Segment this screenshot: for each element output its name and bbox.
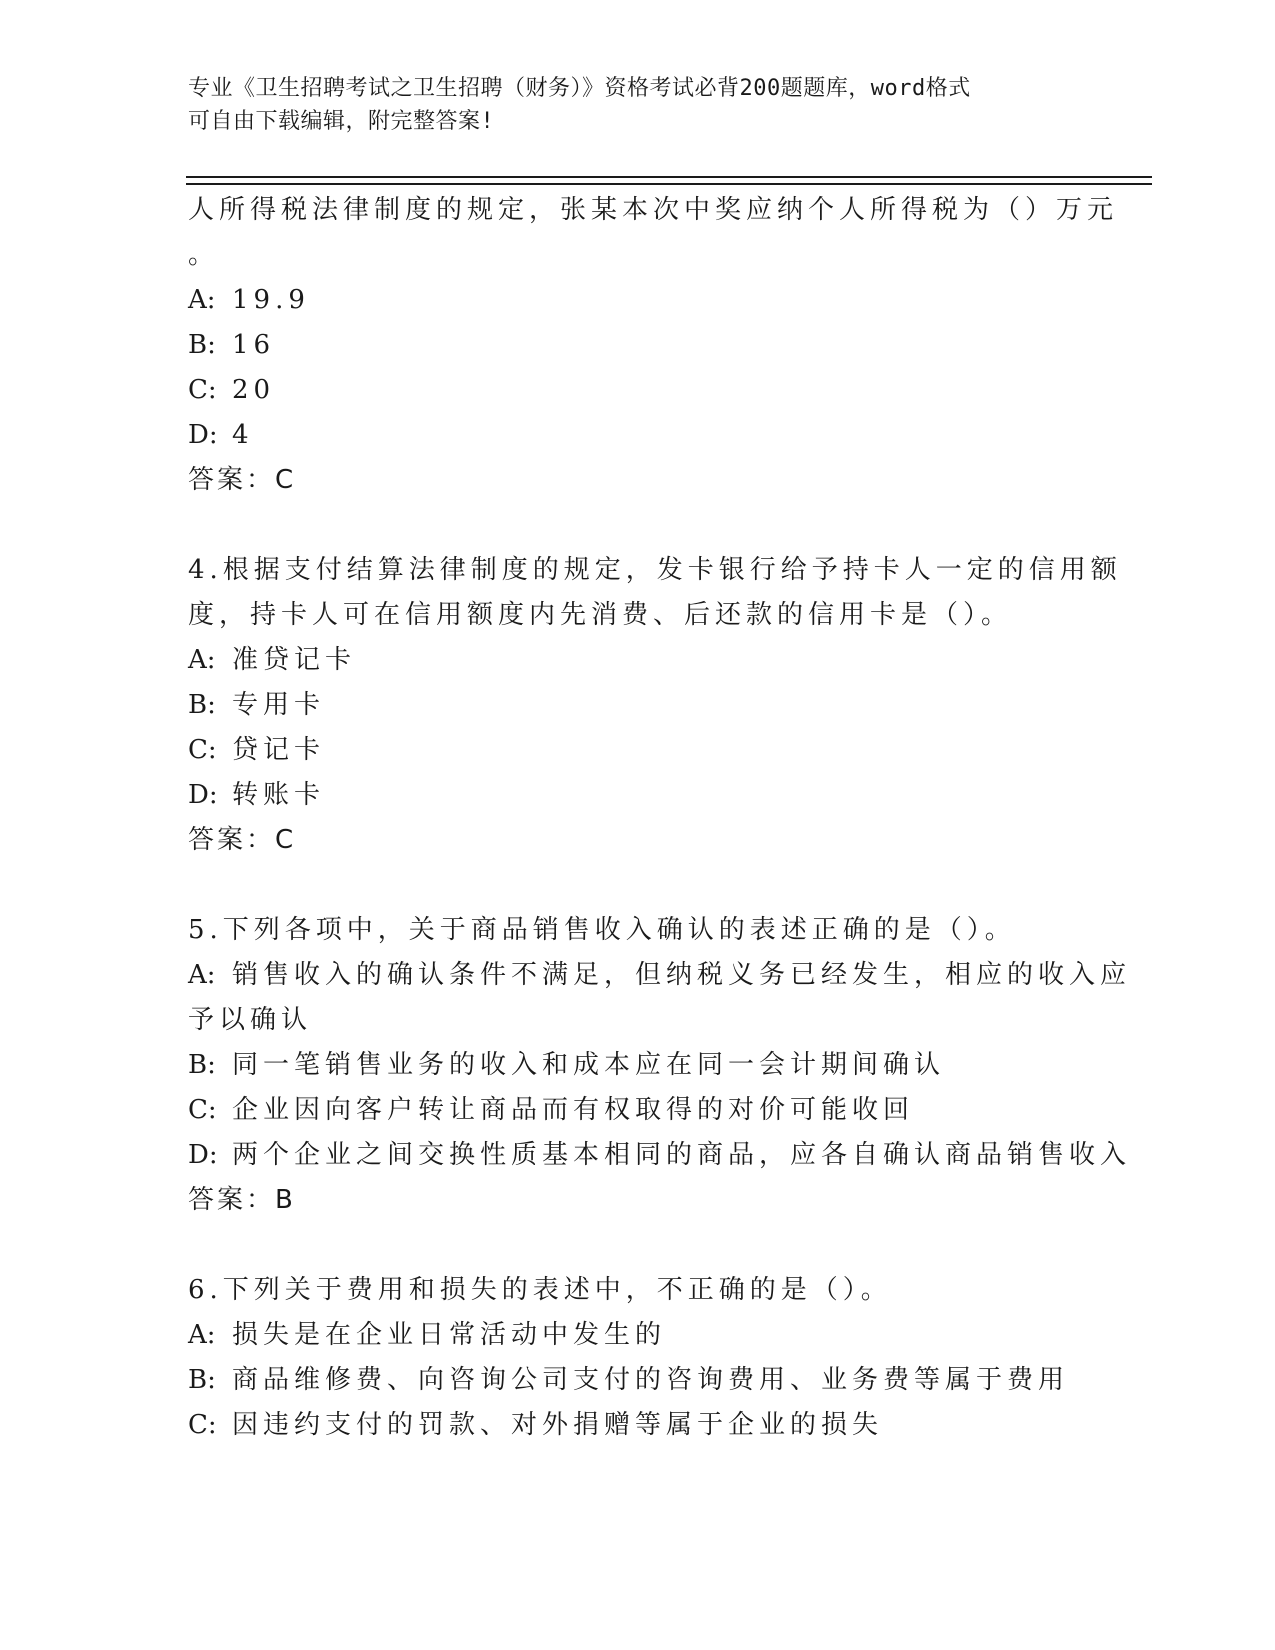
answer-value: C (275, 825, 295, 855)
option-key: C: (188, 375, 217, 405)
question-stem: 度，持卡人可在信用额度内先消费、后还款的信用卡是（）。 (188, 600, 1013, 630)
option-text: 转账卡 (232, 780, 326, 810)
answer-label: 答案： (188, 1185, 276, 1215)
option-text: 19.9 (232, 285, 310, 315)
question-stem: 。 (188, 240, 220, 270)
option-d (188, 1133, 1132, 1178)
option-text: 因违约支付的罚款、对外捐赠等属于企业的损失 (232, 1410, 884, 1440)
option-text: 两个企业之间交换性质基本相同的商品，应各自确认商品销售收入 (232, 1140, 1132, 1170)
option-text: 准贷记卡 (232, 645, 357, 675)
question-4 (188, 548, 1122, 863)
option-key: A: (188, 960, 216, 990)
option-d (188, 413, 1088, 458)
answer-value: B (275, 1185, 294, 1215)
header-line-2: 可自由下载编辑，附完整答案! (188, 109, 495, 134)
question-stem: 6.下列关于费用和损失的表述中，不正确的是（）。 (188, 1275, 892, 1305)
option-key: C: (188, 735, 217, 765)
question-5 (188, 908, 1132, 1223)
option-a-continued: 予以确认 (188, 1005, 313, 1035)
option-text: 同一笔销售业务的收入和成本应在同一会计期间确认 (232, 1050, 946, 1080)
option-b (188, 1358, 1088, 1403)
option-key: C: (188, 1095, 217, 1125)
option-key: D: (188, 420, 218, 450)
question-3 (188, 188, 1119, 503)
answer-line (188, 1178, 1088, 1223)
option-key: B: (188, 1365, 216, 1395)
option-key: B: (188, 690, 216, 720)
document-header (188, 72, 1088, 138)
option-key: D: (188, 1140, 218, 1170)
question-6 (188, 1268, 1088, 1448)
answer-line (188, 458, 1088, 503)
option-a (188, 278, 1088, 323)
answer-value: C (275, 465, 295, 495)
option-b (188, 683, 1088, 728)
option-b (188, 1043, 1088, 1088)
option-key: A: (188, 1320, 216, 1350)
option-text: 企业因向客户转让商品而有权取得的对价可能收回 (232, 1095, 915, 1125)
option-text: 损失是在企业日常活动中发生的 (232, 1320, 667, 1350)
option-text: 贷记卡 (232, 735, 326, 765)
option-c (188, 1088, 1088, 1133)
question-stem: 5.下列各项中，关于商品销售收入确认的表述正确的是（）。 (188, 915, 1016, 945)
option-text: 销售收入的确认条件不满足，但纳税义务已经发生，相应的收入应 (232, 960, 1132, 990)
question-stem: 人所得税法律制度的规定，张某本次中奖应纳个人所得税为（）万元 (188, 195, 1119, 225)
header-line-1: 专业《卫生招聘考试之卫生招聘（财务）》资格考试必背200题题库，word格式 (188, 76, 971, 101)
option-text: 20 (232, 375, 276, 405)
option-text: 商品维修费、向咨询公司支付的咨询费用、业务费等属于费用 (232, 1365, 1070, 1395)
answer-label: 答案： (188, 465, 276, 495)
option-key: B: (188, 1050, 216, 1080)
header-divider-top (186, 176, 1152, 178)
option-a (188, 953, 1132, 998)
option-c (188, 368, 1088, 413)
option-text: 专用卡 (232, 690, 326, 720)
option-text: 16 (232, 330, 276, 360)
option-c (188, 1403, 1088, 1448)
option-key: D: (188, 780, 218, 810)
option-key: C: (188, 1410, 217, 1440)
option-b (188, 323, 1088, 368)
option-key: A: (188, 285, 216, 315)
option-key: B: (188, 330, 216, 360)
answer-label: 答案： (188, 825, 276, 855)
option-a (188, 1313, 1088, 1358)
option-key: A: (188, 645, 216, 675)
option-text: 4 (232, 420, 254, 450)
question-list (188, 188, 1132, 1448)
question-stem: 4.根据支付结算法律制度的规定，发卡银行给予持卡人一定的信用额 (188, 555, 1122, 585)
answer-line (188, 818, 1088, 863)
header-divider-bottom (186, 183, 1152, 185)
option-c (188, 728, 1088, 773)
option-a (188, 638, 1088, 683)
option-d (188, 773, 1088, 818)
